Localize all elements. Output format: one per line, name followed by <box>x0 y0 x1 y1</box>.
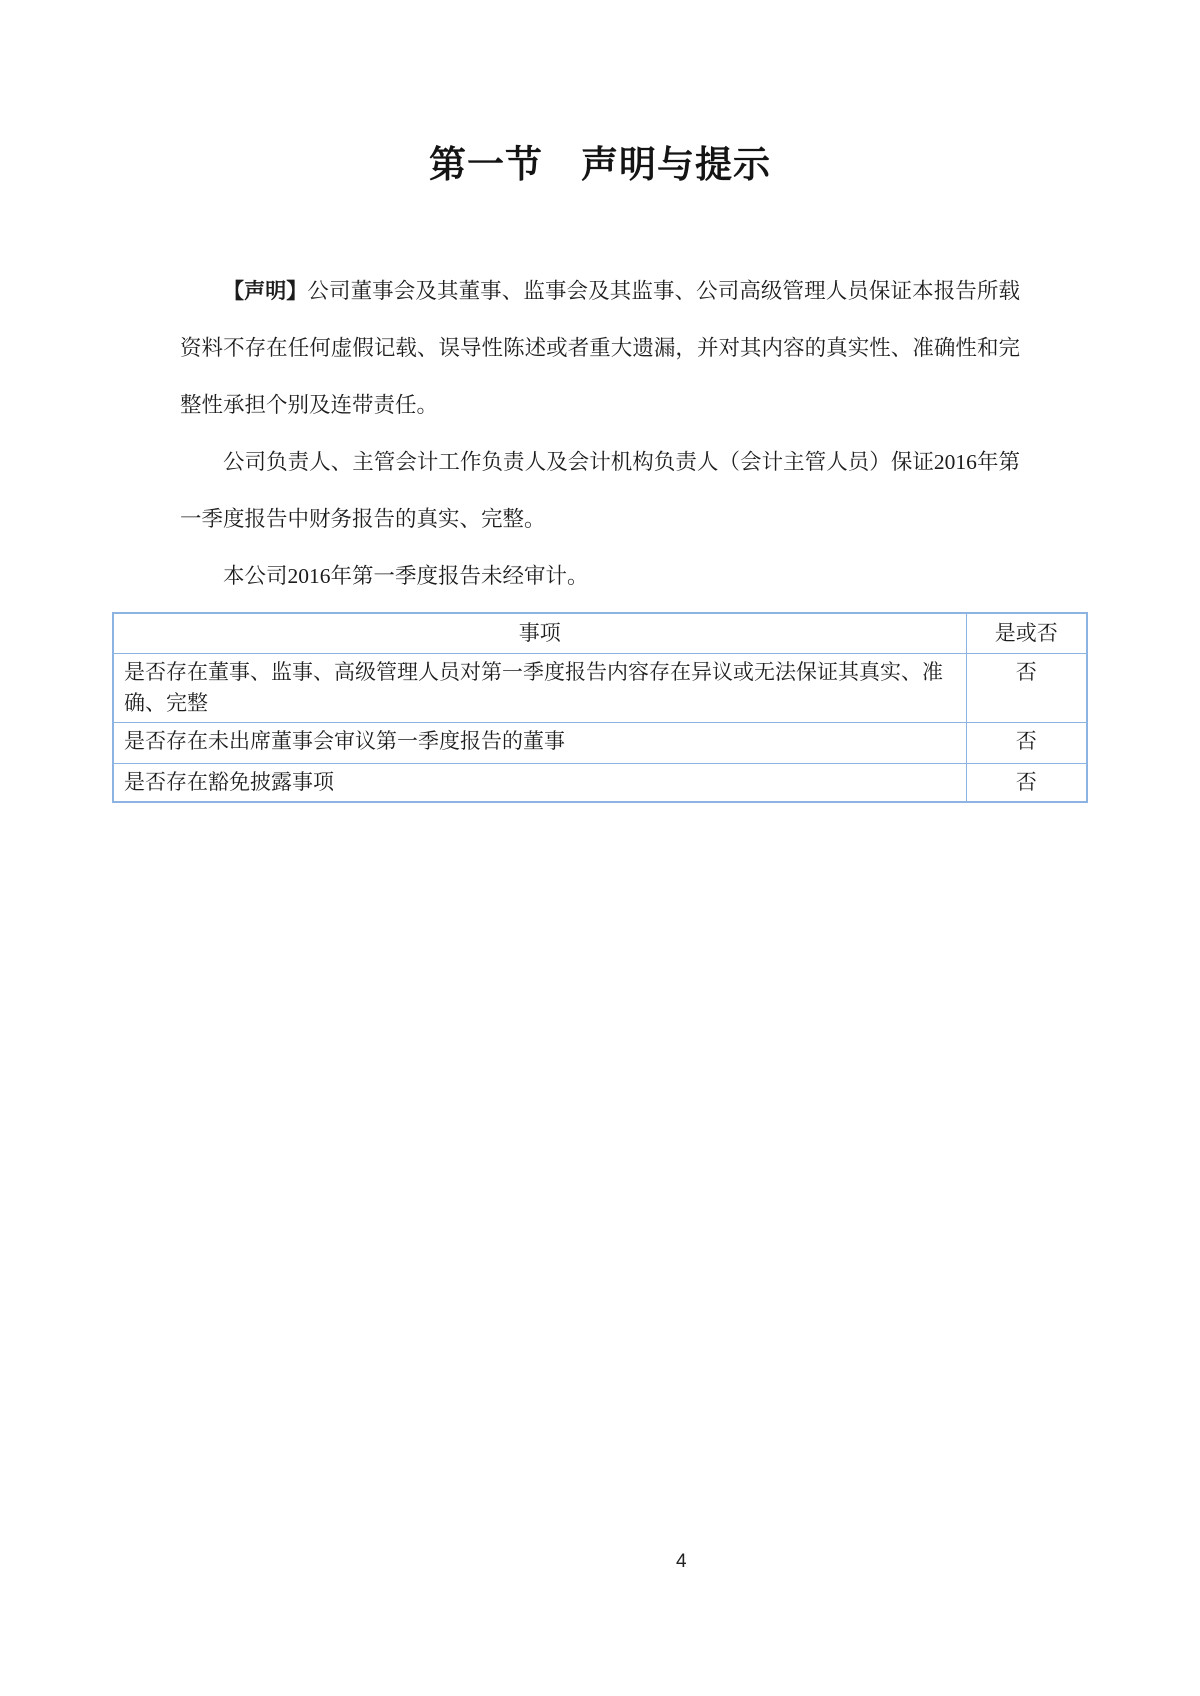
table-cell-item: 是否存在董事、监事、高级管理人员对第一季度报告内容存在异议或无法保证其真实、准确、完整 <box>113 653 966 722</box>
table-cell-item: 是否存在豁免披露事项 <box>113 763 966 802</box>
declaration-text: 公司董事会及其董事、监事会及其监事、公司高级管理人员保证本报告所载资料不存在任何虚假记载、误导性陈述或者重大遗漏，并对其内容的真实性、准确性和完整性承担个别及连带责任。 <box>180 279 1020 417</box>
table-row <box>113 763 1087 802</box>
responsibility-paragraph: 公司负责人、主管会计工作负责人及会计机构负责人（会计主管人员）保证2016年第一季度报告中财务报告的真实、完整。 <box>180 450 1020 531</box>
table-row <box>113 653 1087 722</box>
page-title: 第一节 声明与提示 <box>429 144 771 185</box>
table-header-row <box>113 613 1087 653</box>
unaudited-paragraph: 本公司2016年第一季度报告未经审计。 <box>223 564 589 588</box>
table-cell-answer: 否 <box>966 722 1087 763</box>
body-text <box>180 263 1020 605</box>
table-row <box>113 722 1087 763</box>
table-header-yesno: 是或否 <box>966 613 1087 653</box>
table-cell-item: 是否存在未出席董事会审议第一季度报告的董事 <box>113 722 966 763</box>
page-number: 4 <box>676 1551 687 1572</box>
declaration-paragraph <box>180 263 1020 434</box>
table-header-item: 事项 <box>113 613 966 653</box>
table-cell-answer: 否 <box>966 653 1087 722</box>
declaration-label: 【声明】 <box>223 280 308 303</box>
declaration-items-table <box>112 612 1088 803</box>
table-cell-answer: 否 <box>966 763 1087 802</box>
